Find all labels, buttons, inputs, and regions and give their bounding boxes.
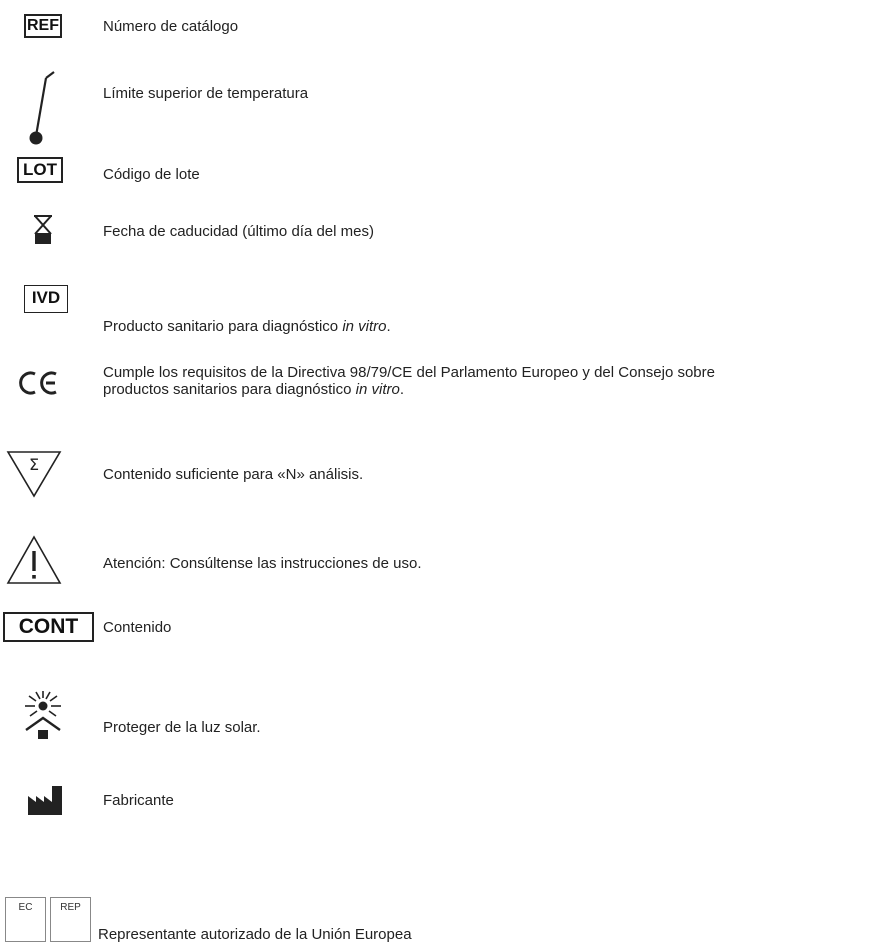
manufacturer-factory-icon [28, 784, 64, 816]
symbol-description: Límite superior de temperatura [103, 85, 309, 102]
ivd-symbol-icon: IVD [24, 285, 68, 313]
symbol-description-line-2: productos sanitarios para diagnóstico in vitro. [103, 381, 405, 398]
cont-symbol-icon: CONT [3, 612, 94, 642]
symbol-description: Producto sanitario para diagnóstico in vitro. [103, 318, 391, 335]
sigma-test-count-icon [6, 450, 62, 498]
symbol-description: Contenido [103, 619, 172, 636]
ec-rep-icon [0, 895, 100, 945]
symbol-description: Atención: Consúltense las instrucciones de uso. [103, 555, 422, 572]
lot-symbol-icon: LOT [17, 157, 63, 183]
symbol-description: Representante autorizado de la Unión Europea [98, 926, 412, 943]
ec-box: EC [5, 897, 46, 942]
symbol-description: Número de catálogo [103, 18, 239, 35]
rep-box: REP [50, 897, 91, 942]
symbol-description-line-1: Cumple los requisitos de la Directiva 98/79/CE del Parlamento Europeo y del Consejo sobre [103, 364, 715, 381]
symbol-description: Fecha de caducidad (último día del mes) [103, 223, 374, 240]
ref-symbol-icon: REF [24, 14, 62, 38]
protect-from-sunlight-icon [16, 690, 70, 740]
symbol-description: Código de lote [103, 166, 200, 183]
symbol-description: Contenido suficiente para «N» análisis. [103, 466, 364, 483]
symbol-description: Proteger de la luz solar. [103, 719, 261, 736]
hourglass-expiry-icon [32, 214, 54, 246]
ce-mark-icon [16, 370, 60, 396]
symbol-description: Fabricante [103, 792, 174, 809]
svg-text:Σ: Σ [28, 455, 40, 474]
warning-caution-icon [6, 535, 62, 585]
temperature-upper-limit-icon [20, 58, 60, 148]
